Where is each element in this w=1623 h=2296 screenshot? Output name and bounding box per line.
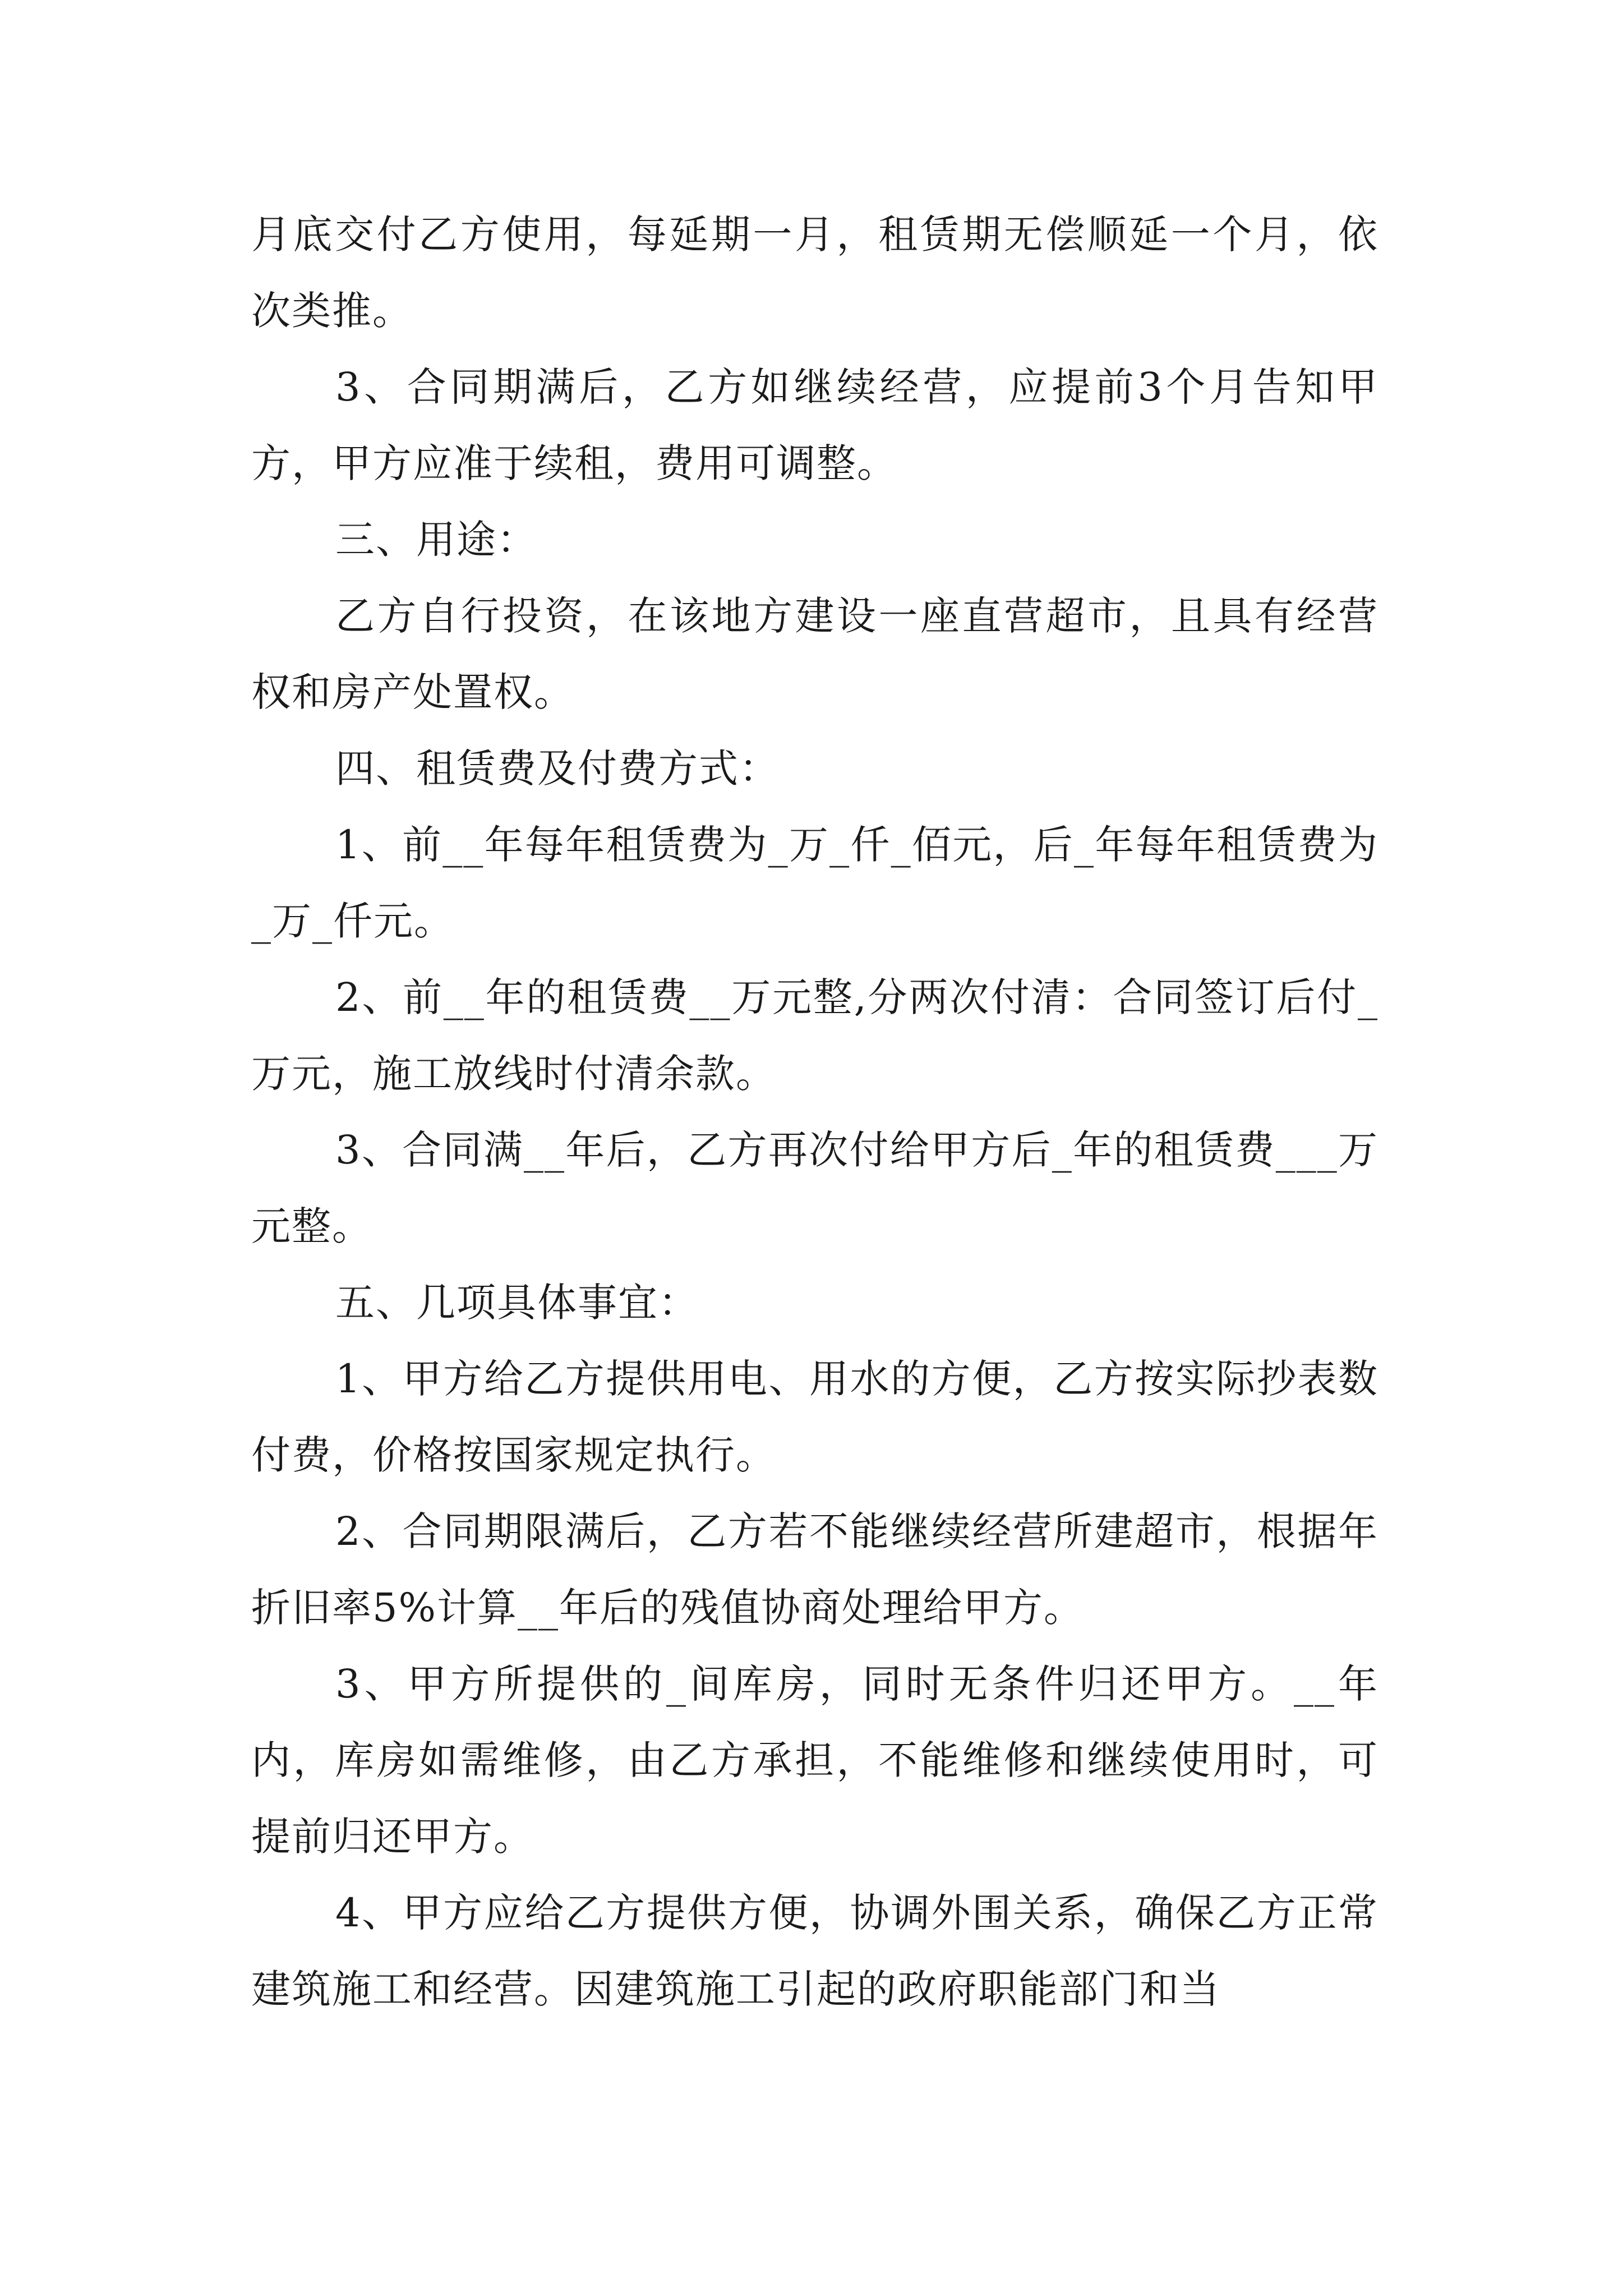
paragraph: 1、前__年每年租赁费为_万_仟_佰元，后_年每年租赁费为_万_仟元。: [251, 822, 1378, 944]
paragraph: 4、甲方应给乙方提供方便，协调外围关系，确保乙方正常建筑施工和经营。因建筑施工引起的政府职能部门和当: [251, 1890, 1378, 2012]
paragraph: 乙方自行投资，在该地方建设一座直营超市，且具有经营权和房产处置权。: [251, 593, 1378, 715]
document-body: [251, 196, 1378, 2027]
section-heading: 五、几项具体事宜：: [335, 1280, 699, 1326]
paragraph: 3、合同期满后，乙方如继续经营，应提前3个月告知甲方，甲方应准于续租，费用可调整。: [251, 364, 1378, 486]
paragraph: 1、甲方给乙方提供用电、用水的方便，乙方按实际抄表数付费，价格按国家规定执行。: [251, 1356, 1378, 1478]
paragraph: 3、甲方所提供的_间库房，同时无条件归还甲方。__年内，库房如需维修，由乙方承担，不能维修和继续使用时，可提前归还甲方。: [251, 1661, 1378, 1860]
section-heading: 三、用途：: [335, 517, 537, 563]
paragraph: 2、前__年的租赁费__万元整,分两次付清：合同签订后付_万元，施工放线时付清余款。: [251, 974, 1378, 1097]
paragraph: 2、合同期限满后，乙方若不能继续经营所建超市，根据年折旧率5%计算__年后的残值协商处理给甲方。: [251, 1508, 1378, 1631]
paragraph: 3、合同满__年后，乙方再次付给甲方后_年的租赁费___万元整。: [251, 1127, 1378, 1249]
paragraph: 月底交付乙方使用，每延期一月，租赁期无偿顺延一个月，依次类推。: [251, 211, 1378, 334]
section-heading: 四、租赁费及付费方式：: [335, 746, 780, 792]
